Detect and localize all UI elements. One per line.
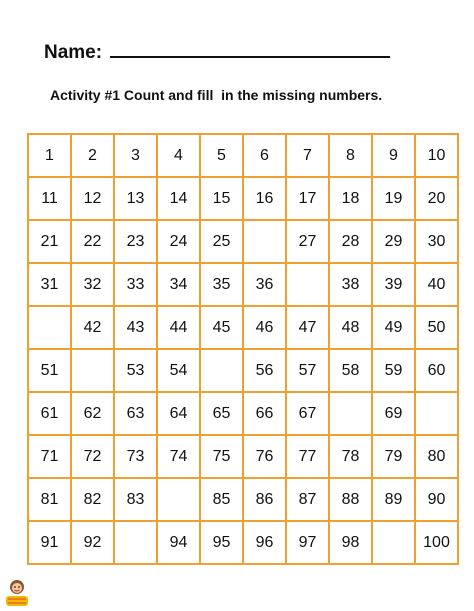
grid-cell-number: 66 [243,392,286,435]
grid-cell-number: 43 [114,306,157,349]
grid-cell-number: 42 [71,306,114,349]
grid-cell-blank[interactable] [28,306,71,349]
grid-cell-number: 6 [243,134,286,177]
grid-cell-number: 82 [71,478,114,521]
grid-cell-number: 87 [286,478,329,521]
grid-cell-number: 60 [415,349,458,392]
grid-cell-number: 24 [157,220,200,263]
grid-cell-number: 86 [243,478,286,521]
grid-cell-number: 58 [329,349,372,392]
grid-row [28,392,458,435]
grid-cell-number: 74 [157,435,200,478]
grid-row [28,220,458,263]
grid-row [28,478,458,521]
grid-row [28,177,458,220]
grid-cell-number: 77 [286,435,329,478]
grid-cell-number: 27 [286,220,329,263]
grid-cell-number: 56 [243,349,286,392]
grid-cell-number: 20 [415,177,458,220]
grid-cell-number: 35 [200,263,243,306]
grid-cell-number: 29 [372,220,415,263]
grid-cell-blank[interactable] [157,478,200,521]
grid-cell-blank[interactable] [200,349,243,392]
activity-instructions: Activity #1 Count and fill in the missing numbers. [50,87,383,103]
grid-cell-number: 32 [71,263,114,306]
grid-cell-number: 11 [28,177,71,220]
grid-cell-number: 9 [372,134,415,177]
grid-cell-number: 22 [71,220,114,263]
grid-cell-number: 10 [415,134,458,177]
grid-cell-number: 78 [329,435,372,478]
grid-cell-number: 61 [28,392,71,435]
grid-cell-number: 8 [329,134,372,177]
grid-cell-number: 1 [28,134,71,177]
grid-cell-number: 65 [200,392,243,435]
grid-cell-blank[interactable] [71,349,114,392]
grid-cell-number: 33 [114,263,157,306]
grid-cell-number: 21 [28,220,71,263]
grid-cell-number: 54 [157,349,200,392]
name-blank-line[interactable] [110,38,390,58]
grid-cell-number: 72 [71,435,114,478]
grid-cell-number: 97 [286,521,329,564]
grid-cell-number: 31 [28,263,71,306]
grid-cell-number: 38 [329,263,372,306]
grid-cell-blank[interactable] [415,392,458,435]
grid-cell-number: 71 [28,435,71,478]
grid-cell-number: 98 [329,521,372,564]
grid-cell-number: 73 [114,435,157,478]
grid-cell-number: 3 [114,134,157,177]
grid-cell-number: 4 [157,134,200,177]
grid-cell-number: 12 [71,177,114,220]
grid-cell-number: 90 [415,478,458,521]
grid-cell-number: 28 [329,220,372,263]
grid-cell-number: 88 [329,478,372,521]
grid-cell-number: 95 [200,521,243,564]
name-label: Name: [44,42,103,63]
grid-cell-number: 51 [28,349,71,392]
grid-cell-number: 59 [372,349,415,392]
grid-cell-number: 13 [114,177,157,220]
grid-cell-number: 39 [372,263,415,306]
grid-cell-number: 7 [286,134,329,177]
grid-cell-number: 30 [415,220,458,263]
grid-cell-number: 80 [415,435,458,478]
grid-cell-blank[interactable] [114,521,157,564]
grid-cell-number: 91 [28,521,71,564]
grid-cell-number: 100 [415,521,458,564]
grid-cell-number: 25 [200,220,243,263]
grid-cell-number: 85 [200,478,243,521]
grid-cell-number: 36 [243,263,286,306]
grid-cell-number: 48 [329,306,372,349]
grid-cell-number: 63 [114,392,157,435]
grid-cell-number: 53 [114,349,157,392]
grid-cell-number: 2 [71,134,114,177]
grid-cell-blank[interactable] [286,263,329,306]
grid-cell-blank[interactable] [329,392,372,435]
grid-row [28,263,458,306]
grid-cell-number: 94 [157,521,200,564]
grid-cell-number: 92 [71,521,114,564]
grid-cell-number: 50 [415,306,458,349]
hundreds-chart [27,133,459,565]
grid-cell-number: 5 [200,134,243,177]
grid-row [28,349,458,392]
grid-cell-number: 45 [200,306,243,349]
grid-cell-number: 18 [329,177,372,220]
grid-cell-number: 47 [286,306,329,349]
grid-cell-number: 44 [157,306,200,349]
grid-cell-number: 67 [286,392,329,435]
grid-cell-number: 15 [200,177,243,220]
grid-cell-number: 14 [157,177,200,220]
mascot-logo-icon [3,576,31,608]
grid-row [28,306,458,349]
grid-cell-number: 79 [372,435,415,478]
grid-cell-number: 89 [372,478,415,521]
grid-cell-blank[interactable] [372,521,415,564]
grid-cell-number: 23 [114,220,157,263]
grid-cell-number: 62 [71,392,114,435]
grid-cell-number: 46 [243,306,286,349]
grid-cell-number: 83 [114,478,157,521]
grid-row [28,435,458,478]
grid-cell-number: 17 [286,177,329,220]
grid-cell-number: 19 [372,177,415,220]
grid-cell-number: 57 [286,349,329,392]
grid-cell-number: 16 [243,177,286,220]
grid-cell-number: 69 [372,392,415,435]
grid-cell-number: 40 [415,263,458,306]
name-field [44,38,390,64]
grid-cell-number: 49 [372,306,415,349]
grid-cell-number: 64 [157,392,200,435]
grid-cell-number: 34 [157,263,200,306]
grid-cell-number: 96 [243,521,286,564]
grid-row [28,134,458,177]
grid-cell-number: 76 [243,435,286,478]
grid-row [28,521,458,564]
grid-cell-number: 81 [28,478,71,521]
grid-cell-number: 75 [200,435,243,478]
grid-cell-blank[interactable] [243,220,286,263]
